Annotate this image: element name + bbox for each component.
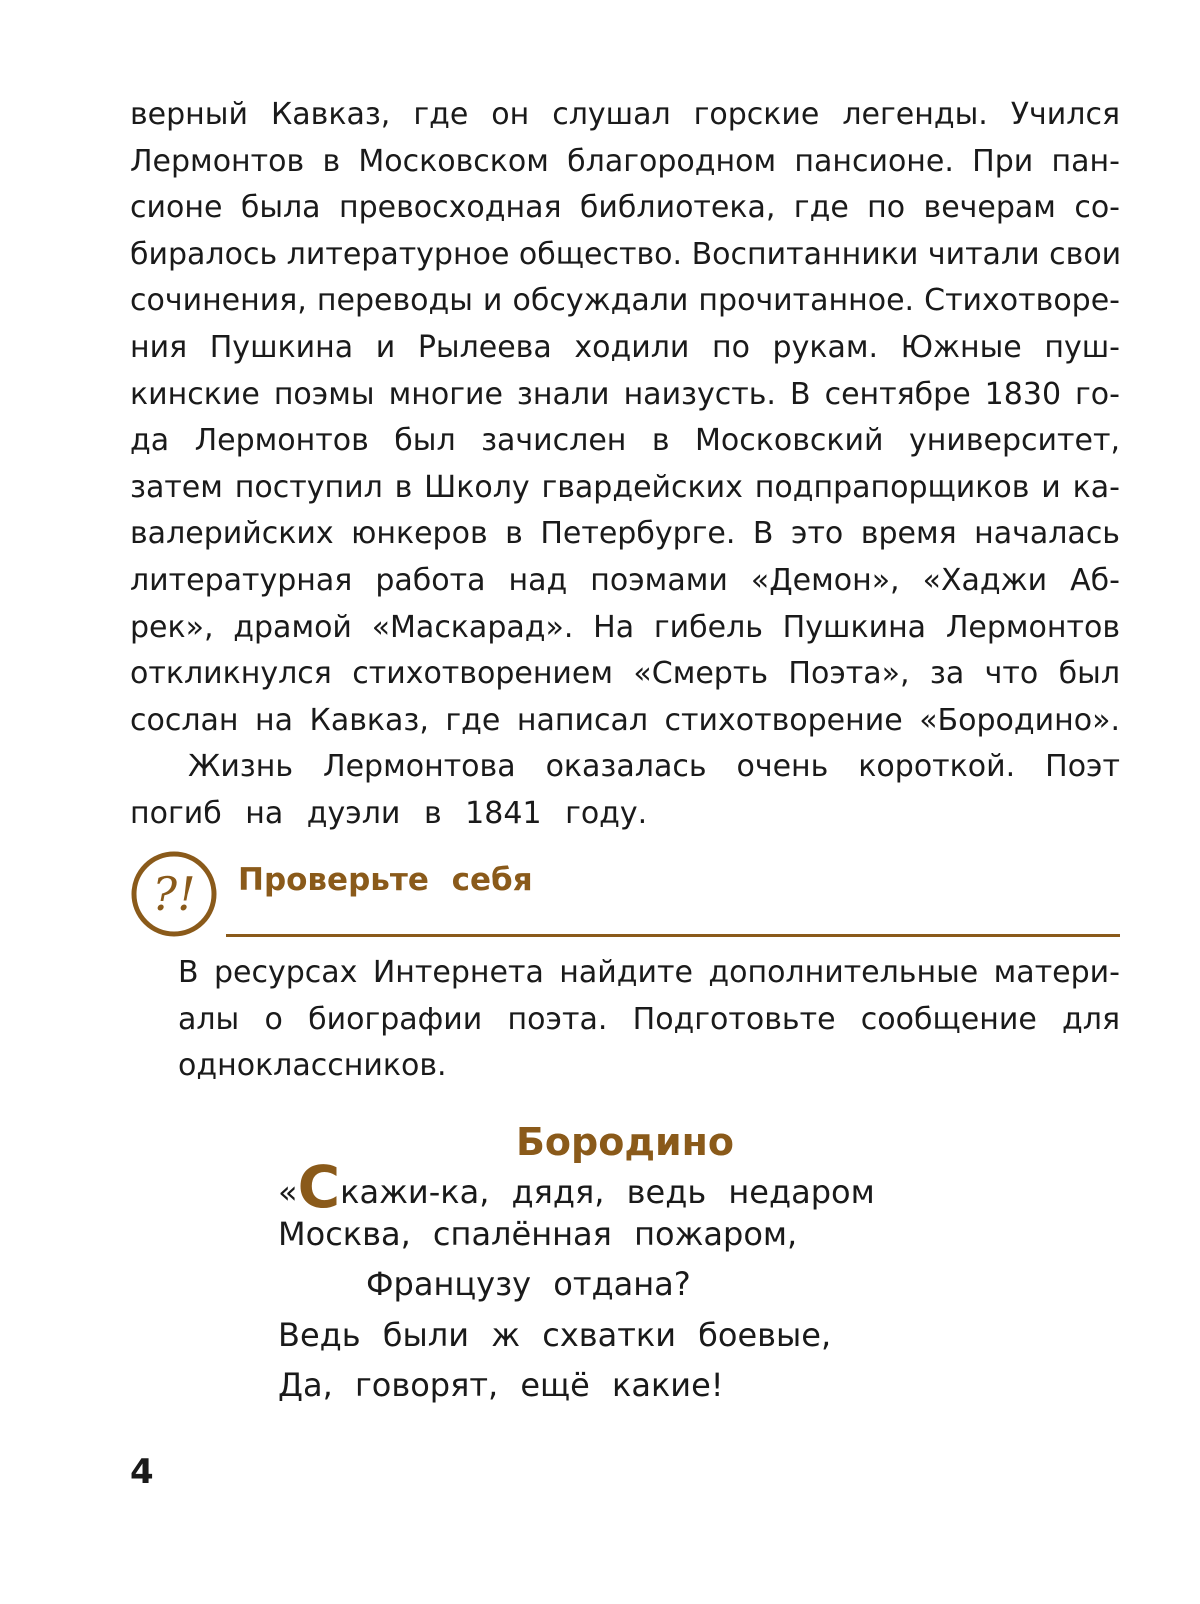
poem-text — [278, 1153, 1098, 1411]
text-line: да Лермонтов был зачислен в Московский университет, — [130, 423, 1120, 459]
poem-verse: Ведь были ж схватки боевые, — [278, 1315, 832, 1354]
text-line: одноклассников. — [178, 1048, 447, 1084]
poem-verse — [278, 1153, 1098, 1221]
biography-text — [130, 92, 1120, 838]
poem-title: Бородино — [515, 1120, 735, 1164]
poem-verse: Французу отдана? — [366, 1265, 691, 1303]
text-line: алы о биографии поэта. Подготовьте сообщение для — [178, 1001, 1120, 1037]
text-line: ния Пушкина и Рылеева ходили по рукам. Южные пуш- — [130, 329, 1120, 365]
poem-verse: Москва, спалённая пожаром, — [278, 1214, 798, 1253]
drop-cap: С — [297, 1153, 341, 1221]
question-exclamation-icon — [130, 850, 218, 938]
check-yourself-task — [178, 950, 1120, 1090]
poem-verse: Да, говорят, ещё какие! — [278, 1366, 724, 1404]
check-yourself-header — [130, 850, 1120, 940]
svg-text:?!: ?! — [152, 867, 196, 921]
open-quote: « — [278, 1173, 298, 1211]
text-line: валерийских юнкеров в Петербурге. В это время началась — [130, 516, 1120, 552]
text-line: Жизнь Лермонтова оказалась очень короткой. Поэт — [188, 749, 1120, 785]
text-line: В ресурсах Интернета найдите дополнительные матери- — [178, 955, 1120, 990]
text-line: кинские поэмы многие знали наизусть. В сентябре 1830 го- — [130, 376, 1120, 412]
section-divider — [226, 934, 1120, 937]
text-line: сочинения, переводы и обсуждали прочитанное. Стихотворе- — [130, 283, 1120, 319]
text-line: биралось литературное общество. Воспитанники читали свои — [130, 236, 1122, 272]
text-line: откликнулся стихотворением «Смерть Поэта», за что был — [130, 656, 1120, 692]
text-line: погиб на дуэли в 1841 году. — [130, 795, 648, 831]
text-line: Лермонтов в Московском благородном пансионе. При пан- — [130, 143, 1120, 179]
text-line: сослан на Кавказ, где написал стихотворение «Бородино». — [130, 702, 1120, 738]
text-line: сионе была превосходная библиотека, где по вечерам со- — [130, 190, 1120, 226]
text-line: верный Кавказ, где он слушал горские легенды. Учился — [130, 97, 1120, 132]
page-number: 4 — [130, 1452, 154, 1492]
text-line: литературная работа над поэмами «Демон», «Хаджи Аб- — [130, 562, 1120, 598]
text-line: затем поступил в Школу гвардейских подпрапорщиков и ка- — [130, 469, 1120, 505]
text-line: рек», драмой «Маскарад». На гибель Пушкина Лермонтов — [130, 609, 1120, 645]
check-yourself-title: Проверьте себя — [238, 862, 533, 898]
verse-rest: кажи-ка, дядя, ведь недаром — [340, 1173, 875, 1211]
